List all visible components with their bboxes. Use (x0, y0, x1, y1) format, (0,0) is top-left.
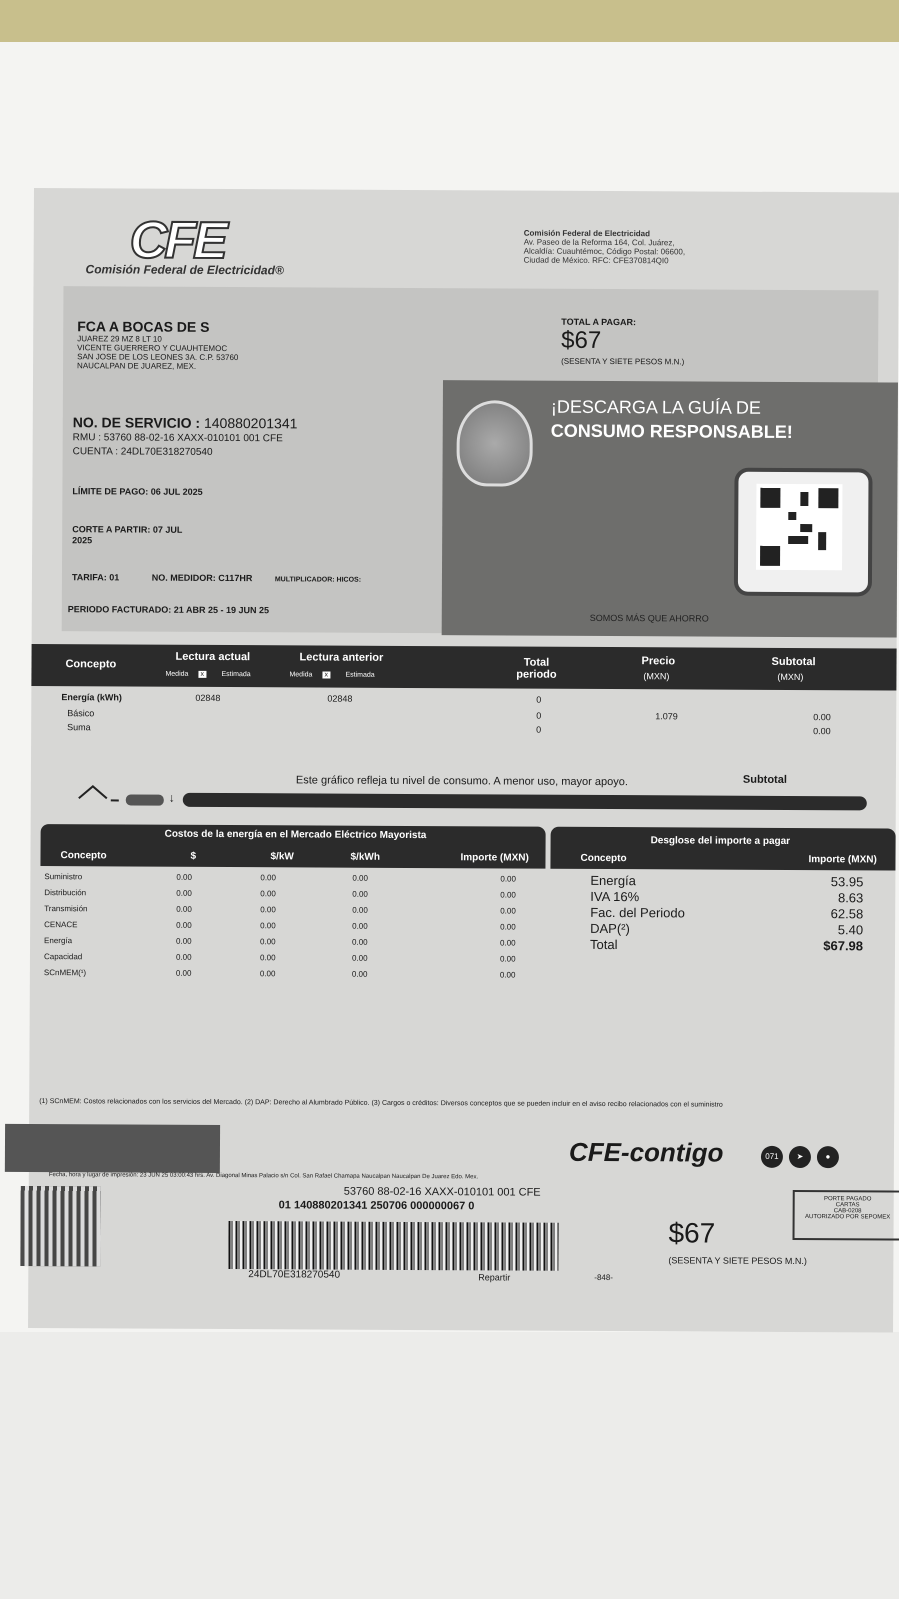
costs-cell: 0.00 (499, 954, 516, 964)
costs-cell: 0.00 (176, 920, 192, 930)
basico-total: 0 (536, 710, 542, 721)
costs-header (40, 824, 545, 869)
address-line: JUAREZ 29 MZ 8 LT 10 (77, 334, 162, 344)
costs-cell: 0.00 (352, 921, 368, 931)
breakdown-row-value: $67.98 (823, 938, 864, 954)
service-value: 140880201341 (203, 414, 298, 432)
cfe-logo: CFE (129, 211, 225, 270)
costs-col-kw: $/kW (270, 851, 294, 863)
col-actual: Lectura actual (175, 650, 251, 664)
porte-line: AUTORIZADO POR SEPOMEX (804, 1214, 891, 1221)
lightbulb-icon (456, 400, 532, 486)
breakdown-row-label: Fac. del Periodo (590, 904, 685, 921)
total-label: TOTAL A PAGAR: (561, 316, 637, 328)
stub-code1: 53760 88-02-16 XAXX-010101 001 CFE (343, 1185, 541, 1199)
porte-line: CARTAS (835, 1202, 860, 1209)
estimada-label: Estimada (221, 670, 251, 679)
breakdown-row-label: DAP(²) (590, 920, 630, 937)
costs-cell: 0.00 (352, 905, 368, 915)
footnote: (1) SCnMEM: Costos relacionados con los servicios del Mercado. (2) DAP: Derecho al Alumbrado Público. (3) Cargos o créditos: Diversos conceptos que se pueden incluir en el aviso recibo relacionados con el suministro (39, 1098, 723, 1109)
graph-caption: Este gráfico refleja tu nivel de consumo. A menor uso, mayor apoyo. (295, 774, 628, 789)
costs-cell: 0.00 (351, 953, 368, 963)
logo-subtitle: Comisión Federal de Electricidad® (85, 262, 284, 278)
medida-mark: x (200, 670, 204, 678)
costs-cell: 0.00 (259, 953, 276, 963)
costs-col-kwh: $/kWh (350, 851, 380, 863)
costs-row-label: CENACE (44, 920, 78, 930)
costs-cell: 0.00 (352, 937, 368, 947)
costs-cell: 0.00 (259, 969, 276, 979)
costs-cell: 0.00 (351, 969, 368, 979)
col-subtotal: Subtotal (771, 655, 816, 669)
energia-total: 0 (536, 694, 542, 705)
col-precio: Precio (641, 655, 676, 668)
total-words: (SESENTA Y SIETE PESOS M.N.) (561, 356, 685, 367)
consumption-table-header (31, 644, 896, 691)
costs-cell: 0.00 (352, 873, 368, 883)
breakdown-row-value: 8.63 (837, 890, 864, 906)
tarifa: TARIFA: 01 (71, 572, 120, 583)
energia-anterior: 02848 (327, 693, 353, 704)
costs-row-label: Energía (44, 936, 73, 946)
medidor: NO. MEDIDOR: C117HR (151, 572, 253, 584)
route-number: -848- (594, 1272, 614, 1283)
total-amount: $67 (561, 326, 602, 354)
address-line: SAN JOSE DE LOS LEONES 3A. C.P. 53760 (77, 352, 239, 363)
costs-col-importe: Importe (MXN) (460, 852, 529, 864)
address-line: NAUCALPAN DE JUAREZ, MEX. (77, 361, 197, 371)
costs-cell: 0.00 (260, 921, 276, 931)
billing-period: PERIODO FACTURADO: 21 ABR 25 - 19 JUN 25 (67, 604, 270, 616)
barcode-text: 24DL70E318270540 (248, 1269, 341, 1281)
promo-line1: ¡DESCARGA LA GUÍA DE (550, 396, 761, 418)
multiplicador: MULTIPLICADOR: HICOS: (274, 576, 362, 584)
energia-actual: 02848 (195, 692, 221, 703)
costs-cell: 0.00 (176, 872, 192, 882)
consumption-scale-bar (183, 793, 867, 811)
customer-name: FCA A BOCAS DE S (77, 318, 210, 335)
costs-title: Costos de la energía en el Mercado Eléctrico Mayorista (164, 828, 427, 842)
paper-bottom (0, 1332, 899, 1599)
basico-precio: 1.079 (655, 711, 678, 722)
costs-cell: 0.00 (175, 968, 192, 978)
costs-cell: 0.00 (176, 888, 192, 898)
background-top (0, 0, 899, 42)
costs-row-label: Capacidad (43, 952, 83, 962)
breakdown-title: Desglose del importe a pagar (650, 835, 791, 847)
print-info: Fecha, hora y lugar de impresión: 23 JUN 25 03:00:43 hrs. Av. Diagonal Minas Palacio s/n Col. San Rafael Chamapa Naucalpan Naucalpan De Juarez Edo. Mex. (48, 1172, 479, 1181)
service-label: NO. DE SERVICIO : (72, 414, 201, 431)
costs-cell: 0.00 (500, 890, 516, 900)
breakdown-row-value: 5.40 (837, 922, 864, 938)
costs-cell: 0.00 (500, 874, 516, 884)
stub-qr-code (20, 1186, 100, 1266)
cuenta: CUENTA : 24DL70E318270540 (72, 446, 213, 458)
promo-line2: CONSUMO RESPONSABLE! (550, 420, 793, 442)
graph-subtotal: Subtotal (742, 773, 787, 786)
costs-cell: 0.00 (176, 904, 192, 914)
costs-row-label: Transmisión (44, 904, 88, 914)
col-total: Total periodo (516, 656, 557, 681)
costs-row-label: Distribución (44, 888, 87, 898)
medida-label: Medida (165, 670, 189, 678)
rmu: RMU : 53760 88-02-16 XAXX-010101 001 CFE (72, 432, 283, 445)
costs-col-concepto: Concepto (60, 850, 107, 862)
col-anterior: Lectura anterior (299, 651, 384, 664)
address-line: VICENTE GUERRERO Y CUAUHTEMOC (77, 343, 228, 354)
medida-mark: x (324, 671, 328, 679)
stub-code2: 01 140880201341 250706 000000067 0 (278, 1199, 475, 1213)
down-arrow-icon: ↓ (168, 790, 175, 805)
porte-line: PORTE PAGADO (823, 1196, 872, 1203)
breakdown-row-label: IVA 16% (590, 888, 640, 905)
medida-label: Medida (289, 671, 313, 679)
costs-cell: 0.00 (500, 938, 516, 948)
porte-line: CAB-0208 (833, 1208, 862, 1215)
breakdown-row-value: 62.58 (830, 906, 864, 922)
customer-address (77, 334, 337, 371)
row-suma: Suma (67, 722, 91, 733)
app-icon[interactable]: ● (817, 1146, 839, 1168)
house-icon (75, 778, 125, 808)
col-subtotal-unit: (MXN) (777, 671, 804, 683)
barcode (228, 1221, 558, 1271)
consumption-level-bar (126, 794, 164, 805)
costs-cell: 0.00 (500, 922, 516, 932)
electric-bill (28, 188, 899, 1333)
costs-cell: 0.00 (500, 906, 516, 916)
promo-footer: SOMOS MÁS QUE AHORRO (589, 612, 709, 624)
company-line: Alcaldía: Cuauhtémoc, Código Postal: 06600, (523, 246, 686, 257)
suma-total: 0 (536, 724, 542, 735)
costs-cell: 0.00 (260, 889, 276, 899)
col-concepto: Concepto (65, 658, 117, 671)
breakdown-col-importe: Importe (MXN) (808, 854, 877, 866)
redacted-block (5, 1124, 220, 1173)
row-energia: Energía (kWh) (61, 692, 122, 703)
costs-row-label: SCnMEM(¹) (43, 968, 87, 978)
costs-cell: 0.00 (260, 873, 276, 883)
breakdown-header (550, 827, 895, 871)
suma-subtotal: 0.00 (813, 726, 831, 737)
costs-cell: 0.00 (499, 970, 516, 980)
cfe-contigo-logo: CFE-contigo (568, 1136, 724, 1168)
costs-cell: 0.00 (175, 952, 192, 962)
stub-amount: $67 (668, 1217, 716, 1249)
promo-banner (442, 380, 898, 637)
breakdown-col-concepto: Concepto (580, 852, 627, 865)
payment-limit: LÍMITE DE PAGO: 06 JUL 2025 (72, 486, 203, 497)
basico-subtotal: 0.00 (813, 712, 831, 723)
stub-words: (SESENTA Y SIETE PESOS M.N.) (668, 1255, 807, 1267)
breakdown-row-label: Total (590, 936, 618, 953)
cutoff-date: CORTE A PARTIR: 07 JUL 2025 (72, 524, 183, 546)
company-info (524, 229, 754, 266)
company-line: Ciudad de México. RFC: CFE370814QI0 (523, 255, 669, 266)
service-number (73, 414, 298, 431)
company-line: Av. Paseo de la Reforma 164, Col. Juárez, (523, 237, 675, 248)
phone-icon[interactable]: 071 (761, 1146, 783, 1168)
col-precio-unit: (MXN) (643, 671, 670, 682)
repartir: Repartir (478, 1272, 511, 1283)
row-basico: Básico (67, 708, 95, 719)
telegram-icon[interactable]: ➤ (789, 1146, 811, 1168)
costs-cell: 0.00 (176, 936, 192, 946)
estimada-label: Estimada (345, 671, 375, 679)
qr-code-icon[interactable] (734, 468, 873, 597)
porte-pagado-stamp (793, 1190, 899, 1241)
costs-cell: 0.00 (352, 889, 368, 899)
costs-cell: 0.00 (260, 937, 276, 947)
costs-cell: 0.00 (260, 905, 276, 915)
costs-col-s: $ (190, 850, 197, 862)
costs-row-label: Suministro (44, 872, 83, 882)
company-line: Comisión Federal de Electricidad (523, 228, 651, 239)
tariff-row (72, 572, 452, 584)
breakdown-row-value: 53.95 (830, 874, 864, 890)
breakdown-row-label: Energía (590, 872, 636, 889)
